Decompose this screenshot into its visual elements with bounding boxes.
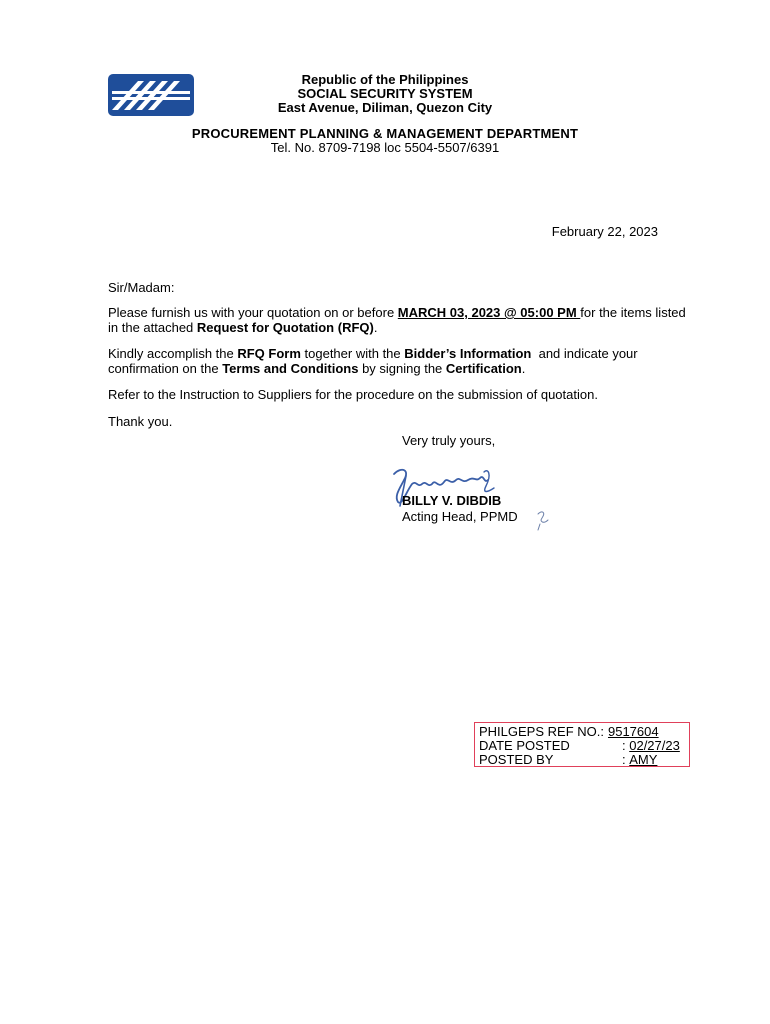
paragraph-instructions: [108, 346, 698, 376]
closing: Very truly yours,: [402, 433, 496, 448]
text-segment: by signing the: [358, 361, 446, 376]
text-segment: together with the: [300, 346, 405, 361]
text-segment: .: [521, 361, 526, 376]
signer-title: Acting Head, PPMD: [402, 509, 518, 524]
terms-reference: Terms and Conditions: [222, 361, 359, 376]
posted-by-value: AMY: [629, 752, 658, 767]
stamp-label: POSTED BY: [479, 752, 554, 767]
stamp-label: DATE POSTED: [479, 738, 570, 753]
stamp-row-date-posted: [479, 739, 685, 753]
header-republic: Republic of the Philippines: [301, 72, 469, 87]
header-department: PROCUREMENT PLANNING & MANAGEMENT DEPARTMENT: [191, 126, 579, 141]
text-segment: Kindly accomplish the: [108, 346, 238, 361]
certification-reference: Certification: [445, 361, 522, 376]
stamp-row-ref-no: [479, 725, 685, 739]
signer-name: BILLY V. DIBDIB: [402, 493, 502, 508]
header-telephone: Tel. No. 8709-7198 loc 5504-5507/6391: [270, 140, 500, 155]
stamp-row-posted-by: [479, 753, 685, 767]
philgeps-posting-stamp: [474, 722, 690, 767]
philgeps-ref-no-value: 9517604: [607, 724, 659, 739]
salutation: Sir/Madam:: [108, 280, 175, 295]
header-address: East Avenue, Diliman, Quezon City: [277, 100, 493, 115]
bidder-info-reference: Bidder’s Information: [404, 346, 532, 361]
paragraph-supplier-instructions: Refer to the Instruction to Suppliers for the procedure on the submission of quotation.: [108, 387, 598, 402]
letter-date: February 22, 2023: [551, 224, 658, 239]
stamp-label: PHILGEPS REF NO.:: [479, 724, 604, 739]
paragraph-quotation-request: [108, 305, 698, 335]
text-segment: .: [373, 320, 378, 335]
header-agency: SOCIAL SECURITY SYSTEM: [297, 86, 473, 101]
text-segment: for the items listed in the attached: [108, 305, 686, 335]
stamp-separator: :: [622, 738, 630, 753]
rfq-form-reference: RFQ Form: [237, 346, 301, 361]
date-posted-value: 02/27/23: [629, 738, 680, 753]
paragraph-thanks: Thank you.: [108, 414, 173, 429]
rfq-reference: Request for Quotation (RFQ): [196, 320, 374, 335]
stamp-separator: :: [622, 752, 630, 767]
text-segment: Please furnish us with your quotation on or before: [108, 305, 398, 320]
text-segment: and indicate your confirmation on the: [108, 346, 642, 376]
deadline-text: MARCH 03, 2023 @ 05:00 PM: [397, 305, 581, 320]
